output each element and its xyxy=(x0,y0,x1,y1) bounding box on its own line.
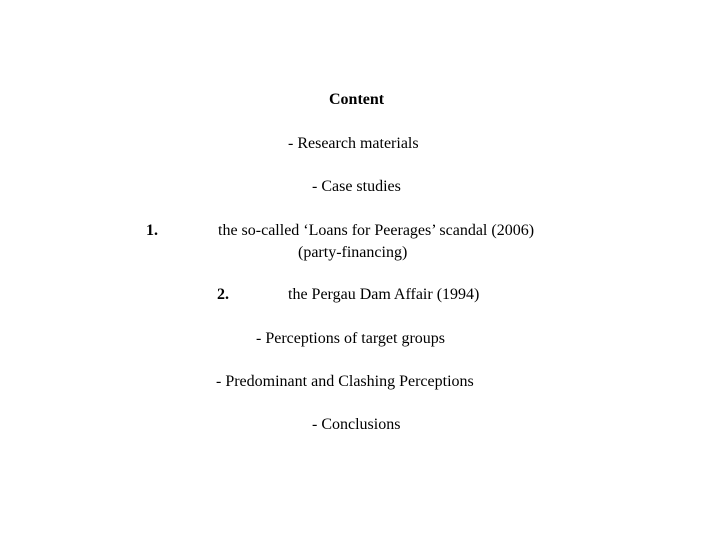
case-1-number: 1. xyxy=(146,222,158,239)
item-research-materials: - Research materials xyxy=(288,135,419,152)
case-1-subtext: (party-financing) xyxy=(298,244,408,261)
slide-heading: Content xyxy=(329,91,385,108)
item-predominant: - Predominant and Clashing Perceptions xyxy=(216,373,474,390)
item-conclusions: - Conclusions xyxy=(312,416,401,433)
case-1-text: the so-called ‘Loans for Peerages’ scandal (2006) xyxy=(218,222,535,239)
case-2-number: 2. xyxy=(217,286,229,303)
item-case-studies: - Case studies xyxy=(312,178,401,195)
case-2-text: the Pergau Dam Affair (1994) xyxy=(288,286,480,303)
item-perceptions: - Perceptions of target groups xyxy=(256,330,445,347)
